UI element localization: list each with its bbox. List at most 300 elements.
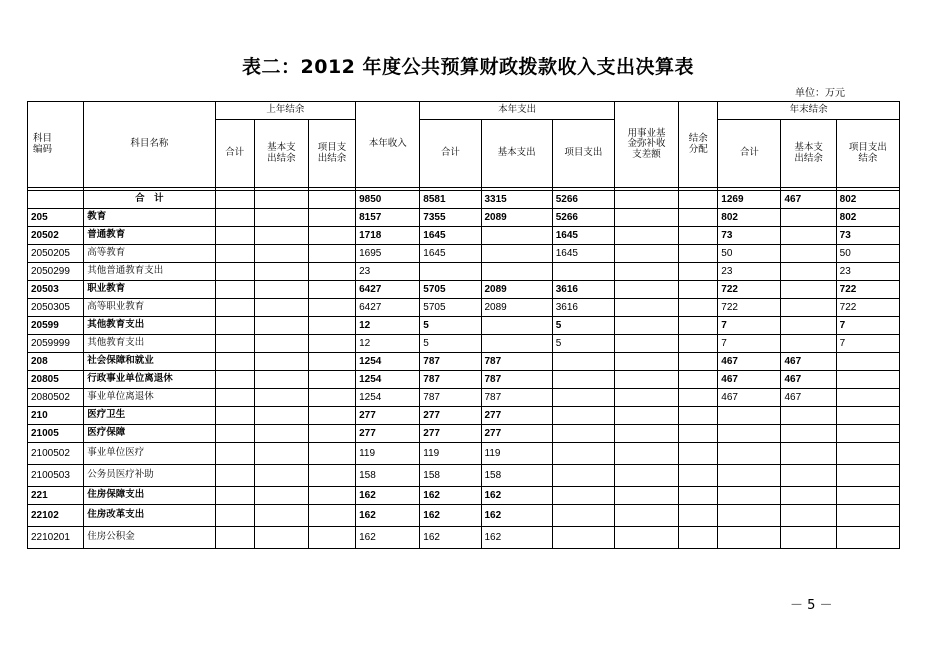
cell-exp-basic: [481, 245, 552, 263]
cell-name: 其他普通教育支出: [84, 263, 215, 281]
cell-prev-total: [215, 527, 254, 549]
cell-prev-project: [308, 389, 355, 407]
cell-code: [28, 191, 84, 209]
table-row: [28, 371, 900, 389]
cell-name: 事业单位医疗: [84, 443, 215, 465]
header-exp-basic: 基本支出: [481, 120, 552, 188]
cell-income: 277: [356, 407, 420, 425]
header-prev-project: 项目支 出结余: [308, 120, 355, 188]
cell-dist: [679, 465, 718, 487]
cell-end-project: [836, 425, 899, 443]
unit-label: 单位：万元: [795, 88, 845, 99]
table-row: [28, 317, 900, 335]
cell-end-basic: 467: [781, 371, 836, 389]
header-name: 科目名称: [84, 102, 215, 188]
cell-income: 6427: [356, 299, 420, 317]
cell-fund-gap: [614, 443, 678, 465]
cell-prev-basic: [254, 281, 308, 299]
cell-exp-basic: 2089: [481, 281, 552, 299]
cell-end-basic: [781, 335, 836, 353]
cell-end-total: 802: [718, 209, 781, 227]
cell-name: 行政事业单位离退休: [84, 371, 215, 389]
cell-name: 合 计: [84, 191, 215, 209]
cell-code: 2100503: [28, 465, 84, 487]
cell-prev-basic: [254, 505, 308, 527]
cell-exp-total: [420, 263, 481, 281]
cell-prev-project: [308, 371, 355, 389]
cell-exp-total: 1645: [420, 245, 481, 263]
cell-end-project: [836, 389, 899, 407]
header-fund-gap: 用事业基 金弥补收 支差额: [614, 102, 678, 188]
cell-prev-basic: [254, 527, 308, 549]
cell-exp-project: [552, 505, 614, 527]
table-row: [28, 425, 900, 443]
cell-dist: [679, 245, 718, 263]
cell-exp-total: 162: [420, 487, 481, 505]
cell-income: 9850: [356, 191, 420, 209]
cell-code: 20599: [28, 317, 84, 335]
cell-fund-gap: [614, 245, 678, 263]
cell-end-project: 23: [836, 263, 899, 281]
cell-exp-basic: 119: [481, 443, 552, 465]
cell-exp-total: 7355: [420, 209, 481, 227]
cell-exp-project: [552, 263, 614, 281]
cell-income: 162: [356, 527, 420, 549]
table-row: [28, 227, 900, 245]
cell-end-basic: [781, 505, 836, 527]
cell-prev-project: [308, 527, 355, 549]
cell-end-basic: [781, 407, 836, 425]
cell-prev-total: [215, 505, 254, 527]
cell-end-project: 50: [836, 245, 899, 263]
cell-fund-gap: [614, 281, 678, 299]
page-number: － 5 －: [790, 598, 833, 613]
cell-income: 23: [356, 263, 420, 281]
cell-dist: [679, 505, 718, 527]
cell-prev-total: [215, 389, 254, 407]
cell-exp-basic: 3315: [481, 191, 552, 209]
cell-end-project: [836, 407, 899, 425]
cell-code: 22102: [28, 505, 84, 527]
cell-end-project: 802: [836, 209, 899, 227]
cell-income: 158: [356, 465, 420, 487]
cell-exp-project: 5266: [552, 209, 614, 227]
cell-exp-project: 3616: [552, 299, 614, 317]
cell-prev-total: [215, 317, 254, 335]
cell-dist: [679, 335, 718, 353]
report-title: 表二：2012 年度公共预算财政拨款收入支出决算表: [242, 56, 694, 78]
cell-end-project: 722: [836, 281, 899, 299]
cell-dist: [679, 389, 718, 407]
cell-prev-project: [308, 317, 355, 335]
cell-end-project: [836, 443, 899, 465]
cell-fund-gap: [614, 299, 678, 317]
table-row: [28, 299, 900, 317]
cell-prev-basic: [254, 465, 308, 487]
cell-prev-project: [308, 487, 355, 505]
cell-code: 2059999: [28, 335, 84, 353]
cell-fund-gap: [614, 425, 678, 443]
table-row: [28, 209, 900, 227]
cell-fund-gap: [614, 505, 678, 527]
cell-prev-total: [215, 353, 254, 371]
cell-prev-basic: [254, 353, 308, 371]
cell-end-project: 7: [836, 317, 899, 335]
cell-exp-project: [552, 371, 614, 389]
cell-prev-total: [215, 407, 254, 425]
cell-prev-basic: [254, 317, 308, 335]
table-row: [28, 465, 900, 487]
cell-exp-basic: 162: [481, 527, 552, 549]
cell-name: 医疗保障: [84, 425, 215, 443]
cell-end-basic: 467: [781, 389, 836, 407]
cell-prev-basic: [254, 263, 308, 281]
cell-name: 高等教育: [84, 245, 215, 263]
cell-prev-basic: [254, 227, 308, 245]
cell-name: 其他教育支出: [84, 335, 215, 353]
cell-prev-total: [215, 465, 254, 487]
cell-exp-project: [552, 465, 614, 487]
cell-name: 公务员医疗补助: [84, 465, 215, 487]
cell-dist: [679, 425, 718, 443]
cell-name: 住房保障支出: [84, 487, 215, 505]
cell-prev-total: [215, 443, 254, 465]
table-row: [28, 353, 900, 371]
cell-name: 住房改革支出: [84, 505, 215, 527]
cell-end-basic: [781, 245, 836, 263]
cell-exp-project: 5: [552, 335, 614, 353]
cell-prev-basic: [254, 389, 308, 407]
header-end-basic: 基本支 出结余: [781, 120, 836, 188]
table-row: [28, 407, 900, 425]
cell-exp-basic: 277: [481, 407, 552, 425]
cell-fund-gap: [614, 227, 678, 245]
table-row: [28, 263, 900, 281]
cell-end-total: 1269: [718, 191, 781, 209]
cell-exp-total: 277: [420, 407, 481, 425]
cell-name: 住房公积金: [84, 527, 215, 549]
cell-dist: [679, 371, 718, 389]
cell-exp-total: 158: [420, 465, 481, 487]
cell-end-project: [836, 505, 899, 527]
cell-code: 210: [28, 407, 84, 425]
cell-name: 其他教育支出: [84, 317, 215, 335]
cell-name: 教育: [84, 209, 215, 227]
cell-end-project: [836, 353, 899, 371]
table-row: [28, 335, 900, 353]
cell-end-total: 50: [718, 245, 781, 263]
cell-fund-gap: [614, 487, 678, 505]
cell-dist: [679, 353, 718, 371]
cell-exp-total: 162: [420, 505, 481, 527]
cell-prev-basic: [254, 191, 308, 209]
cell-prev-total: [215, 299, 254, 317]
cell-code: 2050299: [28, 263, 84, 281]
cell-fund-gap: [614, 353, 678, 371]
cell-income: 8157: [356, 209, 420, 227]
cell-dist: [679, 263, 718, 281]
cell-prev-basic: [254, 335, 308, 353]
cell-prev-project: [308, 353, 355, 371]
cell-fund-gap: [614, 527, 678, 549]
cell-end-project: [836, 465, 899, 487]
cell-exp-basic: [481, 263, 552, 281]
cell-prev-project: [308, 425, 355, 443]
cell-income: 162: [356, 487, 420, 505]
cell-prev-project: [308, 465, 355, 487]
cell-name: 普通教育: [84, 227, 215, 245]
cell-exp-basic: 158: [481, 465, 552, 487]
cell-end-project: [836, 487, 899, 505]
header-end-total: 合计: [718, 120, 781, 188]
cell-fund-gap: [614, 263, 678, 281]
cell-prev-basic: [254, 371, 308, 389]
cell-prev-total: [215, 245, 254, 263]
cell-exp-project: 3616: [552, 281, 614, 299]
cell-prev-project: [308, 407, 355, 425]
cell-name: 事业单位离退休: [84, 389, 215, 407]
cell-prev-total: [215, 335, 254, 353]
cell-prev-basic: [254, 209, 308, 227]
header-prev-group: 上年结余: [215, 102, 355, 120]
cell-exp-basic: [481, 335, 552, 353]
cell-exp-basic: [481, 317, 552, 335]
cell-prev-total: [215, 425, 254, 443]
cell-income: 277: [356, 425, 420, 443]
cell-exp-project: [552, 527, 614, 549]
table-row: [28, 191, 900, 209]
cell-income: 1718: [356, 227, 420, 245]
cell-income: 1254: [356, 389, 420, 407]
cell-exp-basic: 787: [481, 389, 552, 407]
cell-prev-project: [308, 227, 355, 245]
cell-fund-gap: [614, 371, 678, 389]
cell-end-total: [718, 425, 781, 443]
cell-exp-basic: 2089: [481, 299, 552, 317]
cell-exp-project: 1645: [552, 227, 614, 245]
cell-exp-basic: 787: [481, 371, 552, 389]
cell-prev-project: [308, 263, 355, 281]
cell-code: 20502: [28, 227, 84, 245]
header-prev-total: 合计: [215, 120, 254, 188]
cell-prev-project: [308, 299, 355, 317]
cell-end-basic: [781, 425, 836, 443]
table-row: [28, 389, 900, 407]
cell-code: 2100502: [28, 443, 84, 465]
cell-prev-basic: [254, 245, 308, 263]
cell-exp-project: [552, 407, 614, 425]
cell-end-basic: 467: [781, 191, 836, 209]
cell-dist: [679, 407, 718, 425]
cell-dist: [679, 487, 718, 505]
cell-exp-basic: [481, 227, 552, 245]
cell-code: 21005: [28, 425, 84, 443]
cell-end-project: 73: [836, 227, 899, 245]
cell-income: 12: [356, 317, 420, 335]
header-code: 科目 编码: [28, 102, 84, 188]
cell-end-total: 23: [718, 263, 781, 281]
cell-prev-basic: [254, 443, 308, 465]
cell-code: 2050205: [28, 245, 84, 263]
cell-end-total: [718, 443, 781, 465]
cell-exp-project: 5: [552, 317, 614, 335]
cell-exp-basic: 277: [481, 425, 552, 443]
cell-name: 职业教育: [84, 281, 215, 299]
cell-prev-project: [308, 505, 355, 527]
cell-prev-total: [215, 281, 254, 299]
cell-end-total: [718, 527, 781, 549]
cell-prev-project: [308, 281, 355, 299]
header-prev-basic: 基本支 出结余: [254, 120, 308, 188]
cell-prev-total: [215, 371, 254, 389]
cell-code: 205: [28, 209, 84, 227]
cell-dist: [679, 209, 718, 227]
header-end-group: 年末结余: [718, 102, 900, 120]
cell-end-basic: [781, 317, 836, 335]
cell-end-basic: [781, 263, 836, 281]
cell-prev-total: [215, 263, 254, 281]
cell-fund-gap: [614, 335, 678, 353]
cell-exp-project: [552, 425, 614, 443]
cell-prev-project: [308, 209, 355, 227]
cell-fund-gap: [614, 209, 678, 227]
cell-exp-total: 787: [420, 389, 481, 407]
cell-code: 2210201: [28, 527, 84, 549]
cell-exp-total: 5: [420, 335, 481, 353]
table-row: [28, 245, 900, 263]
cell-exp-project: [552, 353, 614, 371]
cell-prev-project: [308, 443, 355, 465]
cell-exp-total: 8581: [420, 191, 481, 209]
cell-fund-gap: [614, 389, 678, 407]
cell-name: 社会保障和就业: [84, 353, 215, 371]
budget-table: [27, 101, 900, 549]
cell-end-basic: [781, 527, 836, 549]
table-body: [28, 191, 900, 549]
cell-exp-basic: 162: [481, 487, 552, 505]
cell-end-project: 802: [836, 191, 899, 209]
cell-fund-gap: [614, 407, 678, 425]
cell-income: 1254: [356, 371, 420, 389]
cell-end-total: 467: [718, 353, 781, 371]
cell-dist: [679, 299, 718, 317]
cell-end-total: 467: [718, 389, 781, 407]
cell-dist: [679, 527, 718, 549]
header-exp-total: 合计: [420, 120, 481, 188]
cell-exp-basic: 787: [481, 353, 552, 371]
cell-end-basic: [781, 443, 836, 465]
cell-prev-basic: [254, 299, 308, 317]
cell-exp-total: 1645: [420, 227, 481, 245]
cell-dist: [679, 281, 718, 299]
cell-exp-total: 787: [420, 353, 481, 371]
cell-fund-gap: [614, 317, 678, 335]
cell-end-total: [718, 487, 781, 505]
cell-income: 12: [356, 335, 420, 353]
cell-dist: [679, 317, 718, 335]
cell-end-project: [836, 527, 899, 549]
cell-prev-total: [215, 227, 254, 245]
cell-end-project: 7: [836, 335, 899, 353]
cell-prev-total: [215, 209, 254, 227]
cell-end-total: 722: [718, 299, 781, 317]
cell-end-basic: [781, 281, 836, 299]
cell-income: 6427: [356, 281, 420, 299]
cell-end-basic: [781, 227, 836, 245]
cell-end-total: 722: [718, 281, 781, 299]
cell-income: 1695: [356, 245, 420, 263]
cell-exp-project: [552, 443, 614, 465]
cell-exp-project: 5266: [552, 191, 614, 209]
cell-exp-project: [552, 487, 614, 505]
cell-income: 119: [356, 443, 420, 465]
cell-prev-basic: [254, 425, 308, 443]
cell-end-total: [718, 505, 781, 527]
cell-prev-basic: [254, 407, 308, 425]
cell-exp-project: [552, 389, 614, 407]
cell-exp-total: 162: [420, 527, 481, 549]
cell-fund-gap: [614, 191, 678, 209]
cell-exp-total: 5705: [420, 299, 481, 317]
cell-end-basic: 467: [781, 353, 836, 371]
cell-prev-project: [308, 245, 355, 263]
cell-exp-total: 787: [420, 371, 481, 389]
cell-exp-total: 5705: [420, 281, 481, 299]
cell-income: 1254: [356, 353, 420, 371]
cell-income: 162: [356, 505, 420, 527]
cell-end-basic: [781, 487, 836, 505]
cell-name: 高等职业教育: [84, 299, 215, 317]
cell-end-total: [718, 465, 781, 487]
cell-code: 2080502: [28, 389, 84, 407]
cell-code: 2050305: [28, 299, 84, 317]
header-exp-project: 项目支出: [552, 120, 614, 188]
table-row: [28, 281, 900, 299]
cell-end-project: [836, 371, 899, 389]
cell-exp-basic: 162: [481, 505, 552, 527]
cell-prev-total: [215, 191, 254, 209]
cell-code: 221: [28, 487, 84, 505]
cell-end-basic: [781, 209, 836, 227]
cell-end-basic: [781, 465, 836, 487]
cell-prev-total: [215, 487, 254, 505]
cell-end-total: [718, 407, 781, 425]
cell-end-total: 73: [718, 227, 781, 245]
cell-end-total: 7: [718, 335, 781, 353]
table-row: [28, 505, 900, 527]
cell-dist: [679, 443, 718, 465]
cell-exp-project: 1645: [552, 245, 614, 263]
header-dist: 结余 分配: [679, 102, 718, 188]
cell-name: 医疗卫生: [84, 407, 215, 425]
cell-end-project: 722: [836, 299, 899, 317]
cell-prev-project: [308, 335, 355, 353]
header-income: 本年收入: [356, 102, 420, 188]
cell-exp-total: 277: [420, 425, 481, 443]
cell-exp-basic: 2089: [481, 209, 552, 227]
cell-exp-total: 5: [420, 317, 481, 335]
header-exp-group: 本年支出: [420, 102, 615, 120]
table-row: [28, 487, 900, 505]
cell-dist: [679, 191, 718, 209]
cell-code: 208: [28, 353, 84, 371]
table-row: [28, 527, 900, 549]
header-end-project: 项目支出 结余: [836, 120, 899, 188]
cell-fund-gap: [614, 465, 678, 487]
cell-prev-project: [308, 191, 355, 209]
cell-end-total: 7: [718, 317, 781, 335]
cell-code: 20805: [28, 371, 84, 389]
